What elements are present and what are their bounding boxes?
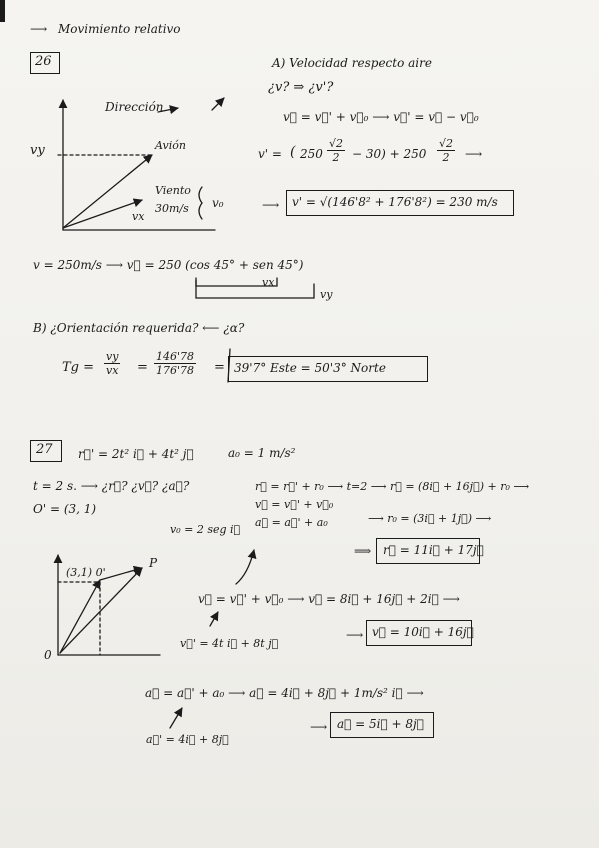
p27-r0-value: ⟶ r₀ = (3i⃗ + 1j⃗) ⟶ <box>368 512 492 525</box>
p27-r-prime: r⃗' = 2t² i⃗ + 4t² j⃗ <box>78 447 194 461</box>
p26-brace-vx: vx <box>262 276 275 289</box>
p26-underbrace-vy <box>196 280 314 298</box>
p26-trailing-arrow: ⟶ <box>465 147 483 161</box>
p27-r-equation: r⃗ = r⃗' + r₀ ⟶ t=2 ⟶ r⃗ = (8i⃗ + 16j⃗) + r₀ ⟶ <box>255 480 530 493</box>
p26-avion-vector <box>63 155 152 228</box>
p26-vprime-mid: − 30) + 250 <box>352 147 427 161</box>
p27-r-vector <box>60 568 142 653</box>
p27-v-relation: v⃗ = v⃗' + v⃗₀ <box>255 498 334 511</box>
p26-tg-equals: = <box>137 360 148 375</box>
p26-part-b-heading: B) ¿Orientación requerida? ⟵ ¿α? <box>33 321 245 335</box>
p27-t-line: t = 2 s. ⟶ ¿r⃗? ¿v⃗? ¿a⃗? <box>33 479 190 493</box>
p26-tg-equals-2: = <box>214 360 225 375</box>
p27-arrow-r: ⟹ <box>354 544 372 558</box>
p26-bracket-left <box>228 349 230 382</box>
p27-vprime-value: v⃗' = 4t i⃗ + 8t j⃗ <box>180 637 279 650</box>
header-arrow: ⟶ <box>30 22 48 36</box>
p27-arrow-a: ⟶ <box>310 720 328 734</box>
p26-brace-vy: vy <box>320 288 333 301</box>
direction-diag-arrow <box>212 98 224 110</box>
p27-a-equation: a⃗ = a⃗' + a₀ ⟶ a⃗ = 4i⃗ + 8j⃗ + 1m/s² i⃗ ⟶ <box>145 686 424 700</box>
p26-vx-label: vx <box>132 210 145 223</box>
p26-viento-label: Viento <box>155 184 191 197</box>
p26-direction-label: Dirección <box>105 100 164 114</box>
p26-viento-speed: 30m/s <box>155 202 189 215</box>
p27-vprime-pointer <box>210 612 218 626</box>
p27-aprime-pointer <box>170 708 182 728</box>
p27-a0: a₀ = 1 m/s² <box>228 446 296 460</box>
p27-curve-arrow <box>236 550 254 584</box>
p26-250a: 250 <box>300 147 323 161</box>
p26-tg-fraction-2: $\frac{146'78}{176'78}$ <box>156 350 195 377</box>
p26-part-a-heading: A) Velocidad respecto aire <box>272 56 432 70</box>
direction-arrow <box>158 108 178 112</box>
p27-origin-label: 0 <box>44 648 52 662</box>
problem-27-number: 27 <box>36 442 53 457</box>
p27-result-r: r⃗ = 11i⃗ + 17j⃗ <box>383 543 484 557</box>
p26-fraction-2: $\frac{√2}{2}$ <box>439 137 454 164</box>
p26-arrow-to-result: ⟶ <box>262 198 280 212</box>
p26-viento-vector <box>63 200 145 228</box>
page-title: Movimiento relativo <box>58 22 181 36</box>
p27-o-to-oprime <box>60 580 100 653</box>
problem-26-number: 26 <box>35 54 52 69</box>
p27-o-prime: O' = (3, 1) <box>33 502 97 516</box>
p26-result-b: 39'7° Este = 50'3° Norte <box>234 361 386 375</box>
p26-avion-label: Avión <box>155 139 186 152</box>
p27-v-equation: v⃗ = v⃗' + v⃗₀ ⟶ v⃗ = 8i⃗ + 16j⃗ + 2i⃗ ⟶ <box>198 592 460 606</box>
p26-tg-fraction-1: $\frac{vy}{vx}$ <box>106 350 119 377</box>
p26-underbrace-vx <box>196 278 277 286</box>
p26-fraction-1: $\frac{√2}{2}$ <box>329 137 344 164</box>
p26-vy-label: vy <box>30 143 45 158</box>
p26-result-a: v' = √(146'8² + 176'8²) = 230 m/s <box>292 195 498 209</box>
p26-v0-label: v₀ <box>212 196 224 210</box>
p26-v-equation: v = 250m/s ⟶ v⃗ = 250 (cos 45° + sen 45°) <box>33 258 304 272</box>
p26-relation: v⃗ = v⃗' + v⃗₀ ⟶ v⃗' = v⃗ − v⃗₀ <box>283 110 479 124</box>
p27-v0-value: v₀ = 2 seg i⃗ <box>170 523 241 536</box>
p27-result-a: a⃗ = 5i⃗ + 8j⃗ <box>337 717 424 731</box>
p26-question-a: ¿v? ⇒ ¿v'? <box>268 80 334 95</box>
p26-tg-label: Tg = <box>62 360 95 375</box>
p27-arrow-v: ⟶ <box>346 628 364 642</box>
p26-curly-brace <box>199 187 202 219</box>
p27-result-v: v⃗ = 10i⃗ + 16j⃗ <box>372 625 474 639</box>
p27-p-label: P <box>149 556 158 570</box>
p26-paren-open: ( <box>290 144 296 160</box>
p27-aprime-value: a⃗' = 4i⃗ + 8j⃗ <box>146 733 229 746</box>
p26-vprime-prefix: v' = <box>258 147 282 161</box>
p27-a-relation: a⃗ = a⃗' + a₀ <box>255 516 328 529</box>
p27-point-label: (3,1) 0' <box>66 566 106 579</box>
